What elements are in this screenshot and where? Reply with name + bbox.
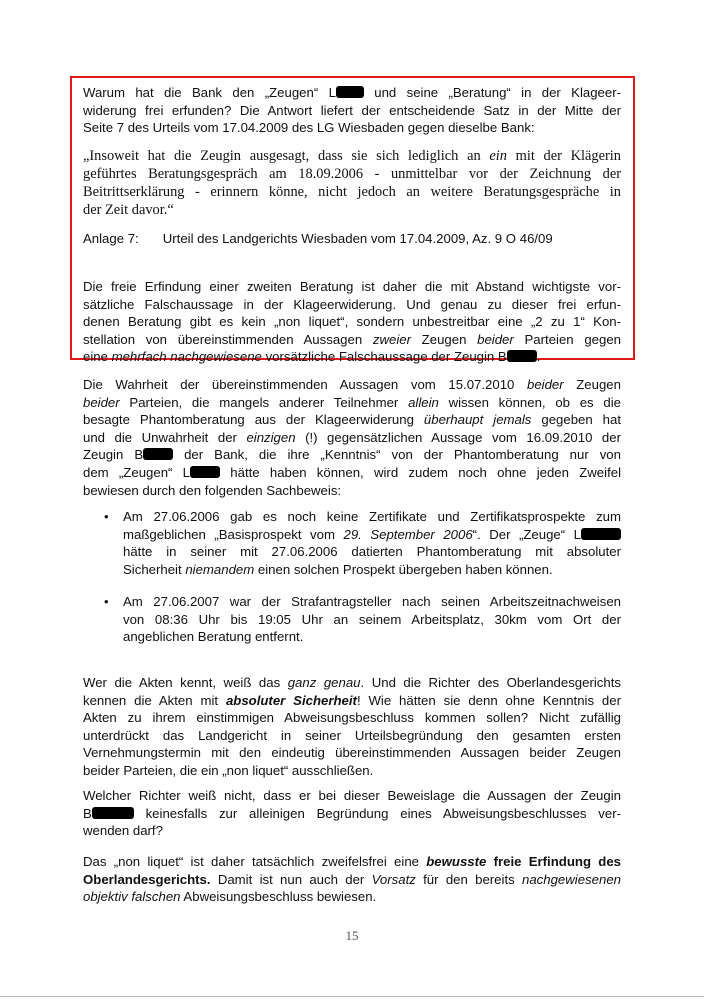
paragraph-evidence: Die Wahrheit der übereinstimmenden Aussagen vom 15.07.2010 beider Zeugen beider Parteien, die mangels anderer Teilnehmer allein wissen können, ob es die besagte Phantomberatung aus der Klageerwiderung überhaupt jemals gegeben hat und die Unwahrheit der einzigen (!) gegensätzlichen Aussage vom 16.09.2010 der Zeugin B der Bank, die ihre „Kenntnis“ von der Phantomberatung nur von dem „Zeugen“ L hätte haben können, wird zudem noch ohne jeden Zweifel bewiesen durch den folgenden Sachbeweis: bbox=[83, 377, 621, 498]
bullet-glyph: • bbox=[104, 509, 109, 524]
redaction bbox=[336, 86, 364, 98]
redaction bbox=[143, 448, 173, 460]
page-bottom-edge bbox=[0, 996, 704, 997]
bullet-item-worktime: Am 27.06.2007 war der Strafantragsteller nach seinen Arbeitszeitnachweisen von 08:36 Uhr bis 19:05 Uhr an seinem Arbeitsplatz, 30km vom Ort der angeblichen Beratung entfernt. bbox=[123, 594, 621, 645]
bullet-item-prospect: Am 27.06.2006 gab es noch keine Zertifikate und Zertifikatsprospekte zum maßgeblichen „Basisprospekt vom 29. September 2006“. Der „Zeuge“ L hätte in seiner mit 27.06.2006 datierten Phantomberatung mit absoluter Sicherheit niemandem einen solchen Prospekt übergeben haben können. bbox=[123, 509, 621, 577]
bullet-glyph: • bbox=[104, 594, 109, 609]
redaction bbox=[190, 466, 220, 478]
page-number: 15 bbox=[345, 928, 359, 943]
box-paragraph-2: Die freie Erfindung einer zweiten Beratung ist daher die mit Abstand wichtigste vor- sätzliche Falschaussage in der Klageerwiderung. Und genau zu dieser frei erfun- denen Beratung gibt es kein „non liquet“, sondern unbestreitbar eine „2 zu 1“ Kon- stellation von übereinstimmenden Aussagen zweier Zeugen beider Parteien gegen eine mehrfach nachgewiesene vorsätzliche Falschaussage der Zeugin B . bbox=[83, 279, 621, 365]
redaction bbox=[92, 807, 134, 819]
redaction bbox=[507, 350, 537, 362]
court-quote: „Insoweit hat die Zeugin ausgesagt, dass sie sich lediglich an ein mit der Klägerin geführtes Beratungsgespräch am 18.09.2006 - unmittelbar vor der Zeichnung der Beitrittserklärung - erinnern könne, nicht jedoch an weitere Beratungsgespräche in der Zeit davor.“ bbox=[83, 148, 621, 218]
box-paragraph-1: Warum hat die Bank den „Zeugen“ L und seine „Beratung“ in der Klageer- widerung frei erfunden? Die Antwort liefert der entscheidende Satz in der Mitte der Seite 7 des Urteils vom 17.04.2009 des LG Wiesbaden gegen dieselbe Bank: bbox=[83, 85, 621, 136]
attachment-reference: Anlage 7: Urteil des Landgerichts Wiesbaden vom 17.04.2009, Az. 9 O 46/09 bbox=[83, 231, 553, 246]
paragraph-conclusion: Das „non liquet“ ist daher tatsächlich zweifelsfrei eine bewusste freie Erfindung des Oberlandesgerichts. Damit ist nun auch der Vorsatz für den bereits nachgewiesenen objektiv falschen Abweisungsbeschluss bewiesen. bbox=[83, 854, 621, 905]
paragraph-court-files: Wer die Akten kennt, weiß das ganz genau. Und die Richter des Oberlandesgerichts kennen die Akten mit absoluter Sicherheit! Wie hätten sie denn ohne Kenntnis der Akten zu ihrem einstimmigen Abweisungsbeschluss kommen sollen? Nicht zufällig unterdrückt das Landgericht in seiner Urteilsbegründung den gesamten ersten Vernehmungstermin mit den eindeutig übereinstimmenden Aussagen beider Zeugen beider Parteien, die ein „non liquet“ ausschließen. bbox=[83, 675, 621, 778]
redaction bbox=[581, 528, 621, 540]
paragraph-judge-question: Welcher Richter weiß nicht, dass er bei dieser Beweislage die Aussagen der Zeugin B keinesfalls zur alleinigen Begründung eines Abweisungsbeschlusses ver- wenden darf? bbox=[83, 788, 621, 839]
